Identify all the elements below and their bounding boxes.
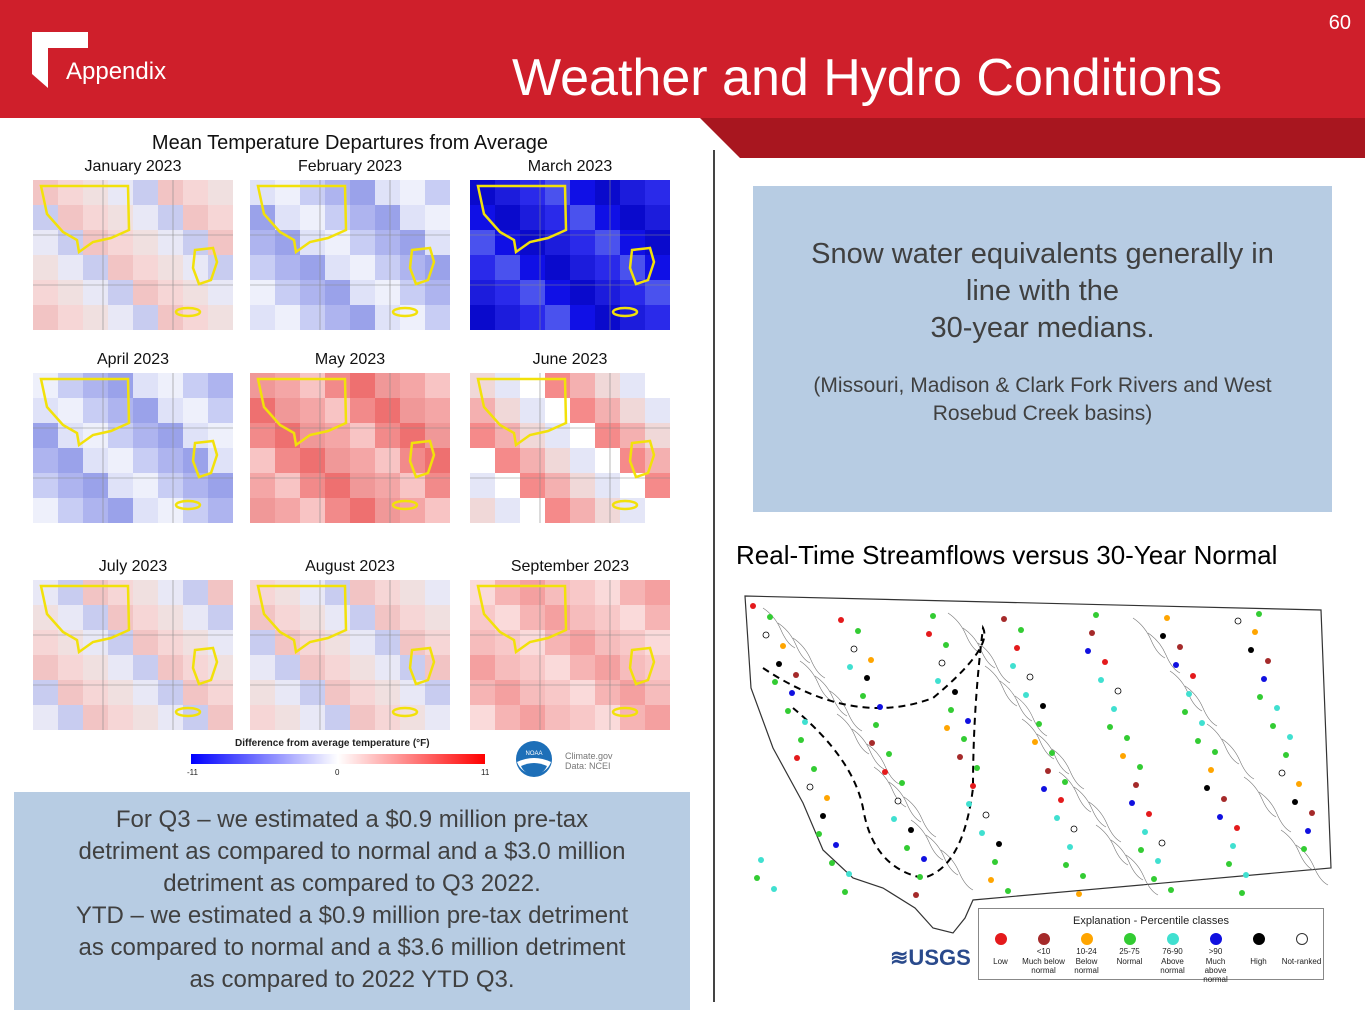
- percentile-label: Much below normal: [1022, 957, 1065, 975]
- vertical-divider: [713, 150, 715, 1002]
- gauge-dot: [816, 831, 822, 837]
- gauge-dot: [1155, 858, 1161, 864]
- gauge-dot: [1239, 890, 1245, 896]
- gauge-dot: [979, 830, 985, 836]
- percentile-value: [979, 947, 1022, 957]
- gauge-dot: [1208, 767, 1214, 773]
- temperature-map: [470, 580, 670, 730]
- legend-title: Difference from average temperature (°F): [235, 738, 430, 749]
- gauge-dot: [939, 660, 945, 666]
- percentile-dot-icon: [1253, 933, 1265, 945]
- gauge-dot: [1204, 785, 1210, 791]
- gauge-dot: [869, 740, 875, 746]
- gauge-dot: [1199, 720, 1205, 726]
- gauge-dot: [1177, 644, 1183, 650]
- percentile-label: Normal: [1116, 957, 1143, 966]
- gauge-dot: [882, 769, 888, 775]
- gauge-dot: [1089, 630, 1095, 636]
- gauge-dot: [847, 664, 853, 670]
- gauge-dot: [1270, 723, 1276, 729]
- gauge-dot: [1014, 645, 1020, 651]
- month-label: February 2023: [297, 158, 403, 175]
- gauge-dot: [965, 718, 971, 724]
- page-title: Weather and Hydro Conditions: [512, 49, 1223, 107]
- gauge-dot: [970, 783, 976, 789]
- gauge-dot: [1159, 840, 1165, 846]
- percentile-class: [1194, 931, 1237, 984]
- legend-min: -11: [187, 768, 198, 777]
- percentile-value: 76-90: [1162, 947, 1183, 956]
- gauge-dot: [833, 842, 839, 848]
- percentile-class: [1280, 931, 1323, 966]
- gauge-dot: [1301, 846, 1307, 852]
- percentile-class: [1237, 931, 1280, 966]
- percentile-class: [1022, 931, 1065, 975]
- percentile-label: Below normal: [1074, 957, 1099, 975]
- gauge-dot: [1252, 629, 1258, 635]
- gauge-dot: [1309, 810, 1315, 816]
- gauge-dot: [1111, 706, 1117, 712]
- gauge-dot: [1040, 703, 1046, 709]
- gauge-dot: [1305, 828, 1311, 834]
- gauge-dot: [789, 690, 795, 696]
- gauge-dot: [758, 857, 764, 863]
- temperature-map: [33, 180, 233, 330]
- percentile-label: Much above normal: [1203, 957, 1228, 984]
- gauge-dot: [1071, 826, 1077, 832]
- snowsub-line: Rosebud Creek basins): [932, 402, 1153, 425]
- gauge-dot: [961, 736, 967, 742]
- gauge-dot: [1129, 800, 1135, 806]
- percentile-class: [1108, 931, 1151, 966]
- temperature-map: [33, 373, 233, 523]
- gauge-dot: [824, 795, 830, 801]
- gauge-dot: [1226, 861, 1232, 867]
- temperature-map: [250, 373, 450, 523]
- gauge-dot: [1124, 735, 1130, 741]
- percentile-value: [1237, 947, 1280, 957]
- gauge-dot: [1243, 872, 1249, 878]
- gauge-dot: [842, 889, 848, 895]
- temperature-map: [470, 373, 670, 523]
- gauge-dot: [1115, 688, 1121, 694]
- climate-credit: [565, 751, 613, 771]
- temperature-map: [250, 580, 450, 730]
- snowsub-line: (Missouri, Madison & Clark Fork Rivers and West: [813, 374, 1272, 397]
- gauge-dot: [992, 859, 998, 865]
- month-label: September 2023: [510, 558, 630, 575]
- gauge-dot: [1102, 659, 1108, 665]
- gauge-dot: [935, 678, 941, 684]
- gauge-dot: [886, 751, 892, 757]
- percentile-dot-icon: [995, 933, 1007, 945]
- noaa-logo-icon: [515, 740, 553, 778]
- percentile-value: <10: [1036, 947, 1051, 956]
- svg-text:NOAA: NOAA: [525, 751, 543, 757]
- gauge-dot: [802, 719, 808, 725]
- gauge-dot: [1221, 796, 1227, 802]
- gauge-dot: [1041, 786, 1047, 792]
- gauge-dot: [1257, 694, 1263, 700]
- month-label: June 2023: [532, 351, 608, 368]
- percentile-dot-icon: [1296, 933, 1308, 945]
- gauge-dot: [996, 841, 1002, 847]
- gauge-dot: [1173, 662, 1179, 668]
- q3lines-line: as compared to normal and a $3.6 million detriment: [78, 934, 626, 961]
- month-label: May 2023: [314, 351, 386, 368]
- percentile-label: High: [1250, 957, 1267, 966]
- streamflow-title: Real-Time Streamflows versus 30-Year Normal: [736, 540, 1278, 570]
- gauge-dot: [1186, 691, 1192, 697]
- gauge-dot: [1054, 815, 1060, 821]
- slide-number: 60: [1328, 12, 1351, 34]
- gauge-dot: [1076, 891, 1082, 897]
- gauge-dot: [820, 813, 826, 819]
- gauge-dot: [1133, 782, 1139, 788]
- gauge-dot: [785, 708, 791, 714]
- gauge-dot: [1045, 768, 1051, 774]
- gauge-dot: [1001, 616, 1007, 622]
- gauge-dot: [974, 765, 980, 771]
- gauge-dot: [1063, 862, 1069, 868]
- percentile-legend-title: Explanation - Percentile classes: [1073, 915, 1229, 927]
- gauge-dot: [1142, 829, 1148, 835]
- percentile-value: [1280, 947, 1323, 957]
- gauge-dot: [780, 643, 786, 649]
- snow-sub-text: [773, 372, 1312, 428]
- month-label: August 2023: [305, 558, 395, 575]
- q3-summary-box: [14, 792, 690, 1010]
- gauge-dot: [1230, 843, 1236, 849]
- gauge-dot: [1160, 633, 1166, 639]
- gauge-dot: [1168, 887, 1174, 893]
- gauge-dot: [1137, 764, 1143, 770]
- gauge-dot: [957, 754, 963, 760]
- gauge-dot: [807, 784, 813, 790]
- gauge-dot: [750, 603, 756, 609]
- gauge-dot: [1018, 627, 1024, 633]
- gauge-dot: [1005, 888, 1011, 894]
- q3lines-line: detriment as compared to Q3 2022.: [163, 870, 541, 897]
- gauge-dot: [1283, 752, 1289, 758]
- month-label: April 2023: [96, 351, 170, 368]
- percentile-value: 25-75: [1119, 947, 1140, 956]
- percentile-class: [979, 931, 1022, 966]
- gauge-dot: [899, 780, 905, 786]
- percentile-value: >90: [1208, 947, 1223, 956]
- gauge-dot: [794, 755, 800, 761]
- gauge-dot: [1080, 873, 1086, 879]
- legend-color-bar: [191, 754, 485, 764]
- month-label: July 2023: [98, 558, 168, 575]
- gauge-dot: [926, 631, 932, 637]
- gauge-dot: [1212, 749, 1218, 755]
- temperature-map: [470, 180, 670, 330]
- gauge-dot: [1027, 674, 1033, 680]
- gauge-dot: [1265, 658, 1271, 664]
- gauge-dot: [1195, 738, 1201, 744]
- month-label: January 2023: [84, 158, 182, 175]
- gauge-dot: [908, 827, 914, 833]
- gauge-dot: [1190, 673, 1196, 679]
- gauge-dot: [1138, 847, 1144, 853]
- gauge-dot: [1151, 876, 1157, 882]
- gauge-dot: [917, 874, 923, 880]
- gauge-dot: [1010, 663, 1016, 669]
- gauge-dot: [895, 798, 901, 804]
- gauge-dot: [1261, 676, 1267, 682]
- percentile-label: Low: [993, 957, 1008, 966]
- gauge-dot: [1292, 799, 1298, 805]
- percentile-dot-icon: [1210, 933, 1222, 945]
- gauge-dot: [944, 725, 950, 731]
- percentile-legend: [978, 908, 1324, 984]
- percentile-class: [1151, 931, 1194, 975]
- gauge-dot: [1248, 647, 1254, 653]
- climate-credit-line2: Data: NCEI: [565, 761, 611, 771]
- gauge-dot: [966, 801, 972, 807]
- gauge-dot: [1296, 781, 1302, 787]
- gauge-dot: [855, 628, 861, 634]
- gauge-dot: [1058, 797, 1064, 803]
- gauge-dot: [952, 689, 958, 695]
- gauge-dot: [877, 704, 883, 710]
- gauge-dot: [873, 722, 879, 728]
- gauge-dot: [1107, 724, 1113, 730]
- percentile-dot-icon: [1124, 933, 1136, 945]
- gauge-dot: [1120, 753, 1126, 759]
- gauge-dot: [767, 614, 773, 620]
- q3lines-line: For Q3 – we estimated a $0.9 million pre-tax: [115, 806, 589, 833]
- gauge-dot: [1085, 648, 1091, 654]
- gauge-dot: [1098, 677, 1104, 683]
- percentile-dot-icon: [1167, 933, 1179, 945]
- q3-summary-text: [14, 804, 690, 996]
- temperature-title: Mean Temperature Departures from Average: [151, 132, 549, 154]
- gauge-dot: [1093, 612, 1099, 618]
- gauge-dot: [838, 617, 844, 623]
- gauge-dot: [1036, 721, 1042, 727]
- gauge-dot: [754, 875, 760, 881]
- legend-mid: 0: [335, 768, 340, 777]
- legend-max: 11: [481, 768, 490, 777]
- percentile-label: Above normal: [1160, 957, 1185, 975]
- gauge-dot: [1032, 739, 1038, 745]
- gauge-dot: [1164, 615, 1170, 621]
- gauge-dot: [913, 892, 919, 898]
- gauge-dot: [846, 871, 852, 877]
- percentile-class: [1065, 931, 1108, 975]
- gauge-dot: [1287, 734, 1293, 740]
- q3lines-line: detriment as compared to normal and a $3.0 million: [78, 838, 626, 865]
- gauge-dot: [851, 646, 857, 652]
- gauge-dot: [811, 766, 817, 772]
- gauge-dot: [1067, 844, 1073, 850]
- gauge-dot: [891, 816, 897, 822]
- percentile-value: 10-24: [1076, 947, 1097, 956]
- gauge-dot: [864, 675, 870, 681]
- gauge-dot: [1049, 750, 1055, 756]
- month-label: March 2023: [527, 158, 613, 175]
- montana-outline: [745, 596, 1331, 933]
- gauge-dot: [1182, 709, 1188, 715]
- percentile-dot-icon: [1038, 933, 1050, 945]
- gauge-dot: [904, 845, 910, 851]
- gauge-dot: [1146, 811, 1152, 817]
- gauge-dot: [1217, 814, 1223, 820]
- percentile-label: Not-ranked: [1281, 957, 1322, 966]
- gauge-dot: [983, 812, 989, 818]
- usgs-logo: ≋USGS: [890, 945, 971, 970]
- gauge-dot: [829, 860, 835, 866]
- temperature-map: [33, 580, 233, 730]
- gauge-dot: [798, 737, 804, 743]
- gauge-dot: [988, 877, 994, 883]
- snow-main-text: [773, 236, 1312, 347]
- snowmain-line: Snow water equivalents generally in: [811, 238, 1274, 270]
- snowmain-line: 30-year medians.: [930, 312, 1155, 344]
- gauge-dot: [921, 856, 927, 862]
- gauge-dot: [1234, 825, 1240, 831]
- gauge-dot: [930, 613, 936, 619]
- q3lines-line: as compared to 2022 YTD Q3.: [189, 966, 515, 993]
- gauge-dot: [772, 679, 778, 685]
- percentile-dot-icon: [1081, 933, 1093, 945]
- gauge-dot: [1062, 779, 1068, 785]
- gauge-dot: [793, 672, 799, 678]
- temperature-map: [250, 180, 450, 330]
- gauge-dot: [1274, 705, 1280, 711]
- gauge-dot: [943, 642, 949, 648]
- gauge-dot: [763, 632, 769, 638]
- gauge-dot: [860, 693, 866, 699]
- gauge-dot: [1235, 618, 1241, 624]
- gauge-dot: [776, 661, 782, 667]
- snowmain-line: line with the: [965, 275, 1120, 307]
- q3lines-line: YTD – we estimated a $0.9 million pre-tax detriment: [75, 902, 629, 929]
- gauge-dot: [1023, 692, 1029, 698]
- snow-box: [753, 186, 1332, 512]
- temperature-panel: [25, 128, 685, 788]
- section-label: Appendix: [66, 58, 167, 85]
- gauge-dot: [948, 707, 954, 713]
- temperature-legend: [185, 738, 505, 778]
- gauge-dot: [868, 657, 874, 663]
- gauge-dot: [1256, 611, 1262, 617]
- climate-credit-line1: Climate.gov: [565, 751, 613, 761]
- gauge-dot: [1279, 770, 1285, 776]
- gauge-dot: [771, 886, 777, 892]
